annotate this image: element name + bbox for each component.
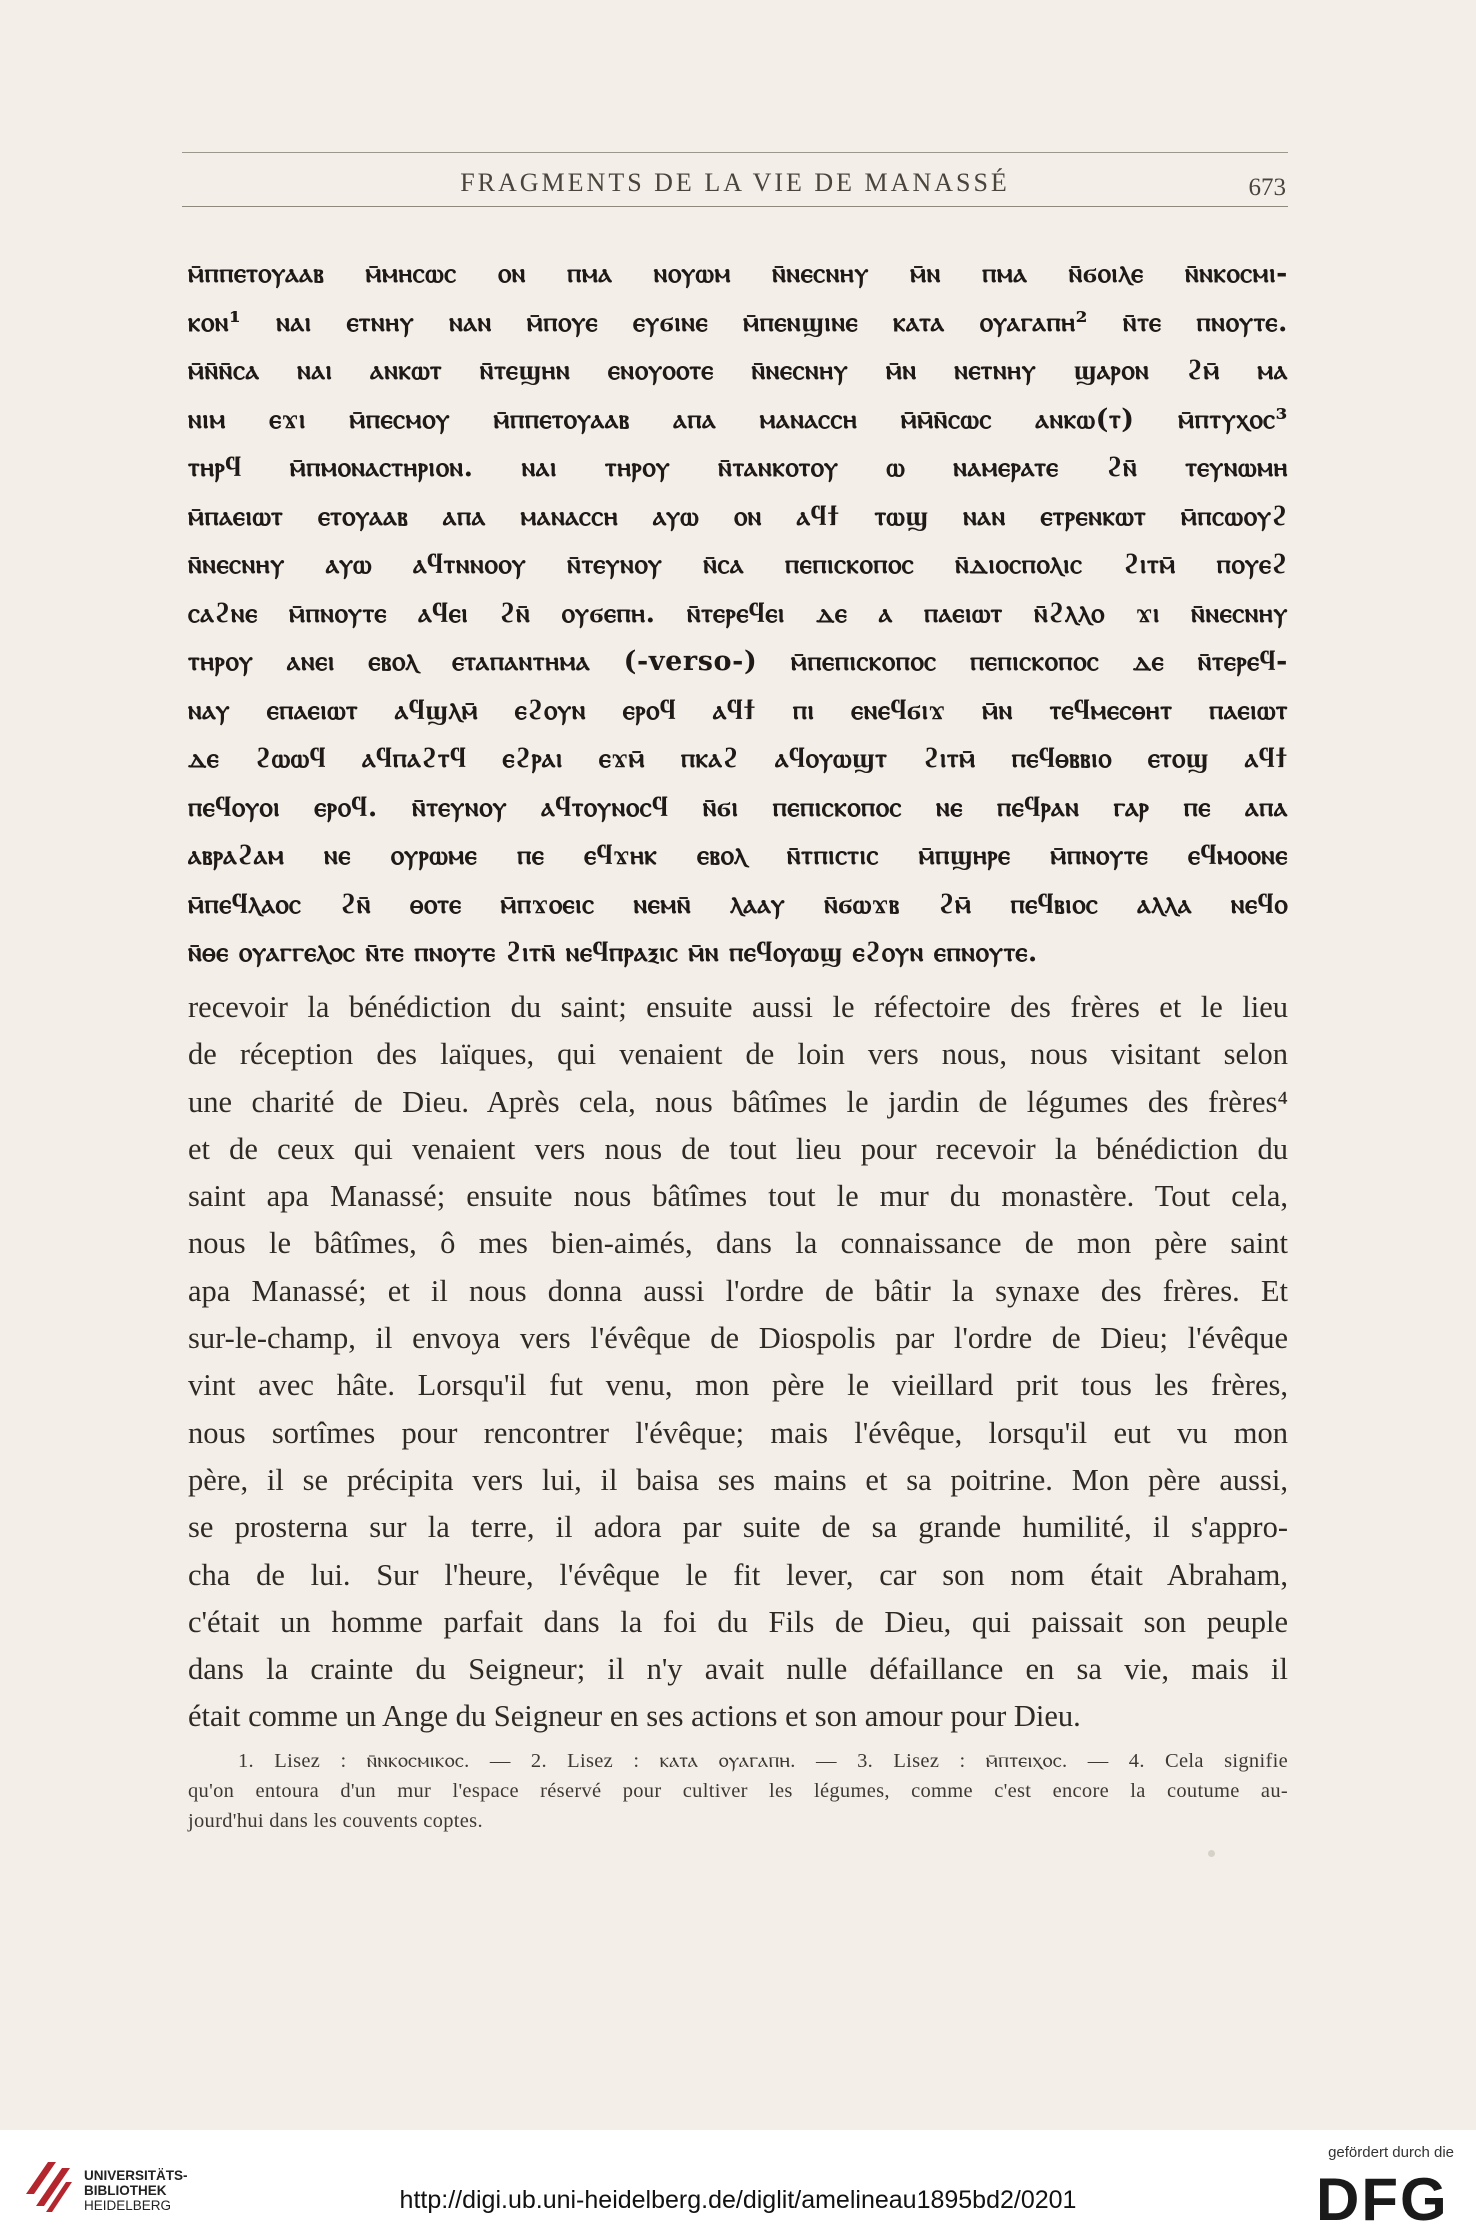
coptic-text-line: ⲕⲟⲛ¹ ⲛⲁⲓ ⲉⲧⲛⲏⲩ ⲛⲁⲛ ⲙ̄ⲡⲟⲩⲉ ⲉⲩϭⲓⲛⲉ ⲙ̄ⲡⲉⲛϣⲓⲛⲉ ⲕⲁⲧⲁ ⲟⲩⲁⲅⲁⲡⲏ² ⲛ̄ⲧⲉ ⲡⲛⲟⲩⲧⲉ. [188,306,1288,338]
footnote-line: qu'on entoura d'un mur l'espace réservé pour cultiver les légumes, comme c'est encore la coutume au- [188,1780,1288,1802]
library-name-line-2: BIBLIOTHEK [84,2183,167,2198]
french-text-line: saint apa Manassé; ensuite nous bâtîmes tout le mur du monastère. Tout cela, [188,1179,1288,1214]
french-text-line: nous le bâtîmes, ô mes bien-aimés, dans la connaissance de mon père saint [188,1226,1288,1261]
coptic-text-line: ⲙ̄ⲡⲁⲉⲓⲱⲧ ⲉⲧⲟⲩⲁⲁⲃ ⲁⲡⲁ ⲙⲁⲛⲁⲥⲥⲏ ⲁⲩⲱ ⲟⲛ ⲁϥϯ ⲧⲱϣ ⲛⲁⲛ ⲉⲧⲣⲉⲛⲕⲱⲧ ⲙ̄ⲡⲥⲱⲟⲩϩ [188,500,1288,532]
coptic-text-line: ⲛ̄ⲛⲉⲥⲛⲏⲩ ⲁⲩⲱ ⲁϥⲧⲛⲛⲟⲟⲩ ⲛ̄ⲧⲉⲩⲛⲟⲩ ⲛ̄ⲥⲁ ⲡⲉⲡⲓⲥⲕⲟⲡⲟⲥ ⲛ̄ⲇⲓⲟⲥⲡⲟⲗⲓⲥ ϩⲓⲧⲙ̄ ⲡⲟⲩⲉϩ [188,549,1288,580]
footnote-line: jourd'hui dans les couvents coptes. [188,1810,483,1832]
footnote-line: 1. Lisez : ⲛ̄ⲛⲕⲟⲥⲙⲓⲕⲟⲥ. — 2. Lisez : ⲕⲁⲧⲁ ⲟⲩⲁⲅⲁⲡⲏ. — 3. Lisez : ⲙ̄ⲡⲧⲉⲓⲭⲟⲥ. — 4. Cela signifie [238,1750,1288,1772]
viewer-footer [0,2130,1476,2237]
library-name-line-1: UNIVERSITÄTS- [84,2168,188,2183]
french-text-line: c'était un homme parfait dans la foi du Fils de Dieu, qui paissait son peuple [188,1604,1288,1639]
top-rule [182,152,1288,153]
footnotes-block [188,1746,1288,1836]
coptic-text-line: ⲛⲓⲙ ⲉϫⲓ ⲙ̄ⲡⲉⲥⲙⲟⲩ ⲙ̄ⲡⲡⲉⲧⲟⲩⲁⲁⲃ ⲁⲡⲁ ⲙⲁⲛⲁⲥⲥⲏ ⲙ̄ⲙ̄ⲛ̄ⲥⲱⲥ ⲁⲛⲕⲱ(ⲧ) ⲙ̄ⲡⲧⲩⲭⲟⲥ³ [188,403,1288,435]
french-text-line: était comme un Ange du Seigneur en ses actions et son amour pour Dieu. [188,1699,1081,1734]
french-text-line: se prosterna sur la terre, il adora par suite de sa grande humilité, il s'appro- [188,1510,1288,1545]
coptic-text-line: ⲁⲃⲣⲁϩⲁⲙ ⲛⲉ ⲟⲩⲣⲱⲙⲉ ⲡⲉ ⲉϥϫⲏⲕ ⲉⲃⲟⲗ ⲛ̄ⲧⲡⲓⲥⲧⲓⲥ ⲙ̄ⲡϣⲏⲣⲉ ⲙ̄ⲡⲛⲟⲩⲧⲉ ⲉϥⲙⲟⲟⲛⲉ [188,840,1288,871]
coptic-text-line: ⲙ̄ⲡⲡⲉⲧⲟⲩⲁⲁⲃ ⲙ̄ⲙⲏⲥⲱⲥ ⲟⲛ ⲡⲙⲁ ⲛⲟⲩⲱⲙ ⲛ̄ⲛⲉⲥⲛⲏⲩ ⲙ̄ⲛ ⲡⲙⲁ ⲛ̄ϭⲟⲓⲗⲉ ⲛ̄ⲛⲕⲟⲥⲙⲓ- [188,258,1288,289]
coptic-text-line: ⲇⲉ ϩⲱⲱϥ ⲁϥⲡⲁϩⲧϥ ⲉϩⲣⲁⲓ ⲉϫⲙ̄ ⲡⲕⲁϩ ⲁϥⲟⲩⲱϣⲧ ϩⲓⲧⲙ̄ ⲡⲉϥⲑⲃⲃⲓⲟ ⲉⲧⲟϣ ⲁϥϯ [188,743,1288,774]
coptic-text-line: ⲛ̄ⲑⲉ ⲟⲩⲁⲅⲅⲉⲗⲟⲥ ⲛ̄ⲧⲉ ⲡⲛⲟⲩⲧⲉ ϩⲓⲧⲛ̄ ⲛⲉϥⲡⲣⲁⲝⲓⲥ ⲙ̄ⲛ ⲡⲉϥⲟⲩⲱϣ ⲉϩⲟⲩⲛ ⲉⲡⲛⲟⲩⲧⲉ. [188,937,1038,968]
header-rule [182,206,1288,207]
french-text-line: apa Manassé; et il nous donna aussi l'ordre de bâtir la synaxe des frères. Et [188,1273,1288,1308]
coptic-text-line: ⲥⲁϩⲛⲉ ⲙ̄ⲡⲛⲟⲩⲧⲉ ⲁϥⲉⲓ ϩⲛ̄ ⲟⲩϭⲉⲡⲏ. ⲛ̄ⲧⲉⲣⲉϥⲉⲓ ⲇⲉ ⲁ ⲡⲁⲉⲓⲱⲧ ⲛ̄ϩⲗⲗⲟ ϫⲓ ⲛ̄ⲛⲉⲥⲛⲏⲩ [188,597,1288,629]
french-text-line: nous sortîmes pour rencontrer l'évêque; mais l'évêque, lorsqu'il eut vu mon [188,1415,1288,1450]
french-text-line: une charité de Dieu. Après cela, nous bâtîmes le jardin de légumes des frères⁴ [188,1084,1288,1119]
permalink-url[interactable]: http://digi.ub.uni-heidelberg.de/diglit/amelineau1895bd2/0201 [399,2186,1077,2214]
french-text-line: vint avec hâte. Lorsqu'il fut venu, mon père le vieillard prit tous les frères, [188,1368,1288,1403]
french-text-line: père, il se précipita vers lui, il baisa ses mains et sa poitrine. Mon père aussi, [188,1462,1288,1497]
coptic-text-line: ⲧⲏⲣϥ ⲙ̄ⲡⲙⲟⲛⲁⲥⲧⲏⲣⲓⲟⲛ. ⲛⲁⲓ ⲧⲏⲣⲟⲩ ⲛ̄ⲧⲁⲛⲕⲟⲧⲟⲩ ⲱ ⲛⲁⲙⲉⲣⲁⲧⲉ ϩⲛ̄ ⲧⲉⲩⲛⲱⲙⲏ [188,452,1288,483]
coptic-text-line: ⲛⲁⲩ ⲉⲡⲁⲉⲓⲱⲧ ⲁϥϣⲗⲙ̄ ⲉϩⲟⲩⲛ ⲉⲣⲟϥ ⲁϥϯ ⲡⲓ ⲉⲛⲉϥϭⲓϫ ⲙ̄ⲛ ⲧⲉϥⲙⲉⲥⲑⲏⲧ ⲡⲁⲉⲓⲱⲧ [188,694,1288,726]
coptic-text-line: ⲡⲉϥⲟⲩⲟⲓ ⲉⲣⲟϥ. ⲛ̄ⲧⲉⲩⲛⲟⲩ ⲁϥⲧⲟⲩⲛⲟⲥϥ ⲛ̄ϭⲓ ⲡⲉⲡⲓⲥⲕⲟⲡⲟⲥ ⲛⲉ ⲡⲉϥⲣⲁⲛ ⲅⲁⲣ ⲡⲉ ⲁⲡⲁ [188,791,1288,823]
coptic-text-block [188,250,1288,978]
french-text-line: cha de lui. Sur l'heure, l'évêque le fit lever, car son nom était Abraham, [188,1557,1288,1592]
french-text-line: recevoir la bénédiction du saint; ensuite aussi le réfectoire des frères et le lieu [188,990,1288,1024]
page-number: 673 [1248,174,1286,201]
french-text-line: et de ceux qui venaient vers nous de tout lieu pour recevoir la bénédiction du [188,1131,1288,1166]
coptic-text-line: ⲙ̄ⲛ̄ⲛ̄ⲥⲁ ⲛⲁⲓ ⲁⲛⲕⲱⲧ ⲛ̄ⲧⲉϣⲏⲛ ⲉⲛⲟⲩⲟⲟⲧⲉ ⲛ̄ⲛⲉⲥⲛⲏⲩ ⲙ̄ⲛ ⲛⲉⲧⲛⲏⲩ ϣⲁⲣⲟⲛ ϩⲙ̄ ⲙⲁ [188,355,1288,386]
library-name-line-3: HEIDELBERG [84,2198,172,2213]
coptic-text-line: ⲧⲏⲣⲟⲩ ⲁⲛⲉⲓ ⲉⲃⲟⲗ ⲉⲧⲁⲡⲁⲛⲧⲏⲙⲁ (-verso-) ⲙ̄ⲡⲉⲡⲓⲥⲕⲟⲡⲟⲥ ⲡⲉⲡⲓⲥⲕⲟⲡⲟⲥ ⲇⲉ ⲛ̄ⲧⲉⲣⲉϥ- [188,646,1288,677]
french-translation-block [188,984,1288,1741]
running-head: FRAGMENTS DE LA VIE DE MANASSÉ [460,168,1010,197]
french-text-line: de réception des laïques, qui venaient de loin vers nous, nous visitant selon [188,1037,1288,1072]
french-text-line: sur-le-champ, il envoya vers l'évêque de Diospolis par l'ordre de Dieu; l'évêque [188,1321,1288,1356]
french-text-line: dans la crainte du Seigneur; il n'y avait nulle défaillance en sa vie, mais il [188,1652,1288,1687]
coptic-text-line: ⲙ̄ⲡⲉϥⲗⲁⲟⲥ ϩⲛ̄ ⲑⲟⲧⲉ ⲙ̄ⲡϫⲟⲉⲓⲥ ⲛⲉⲙⲛ̄ ⲗⲁⲁⲩ ⲛ̄ϭⲱϫⲃ ϩⲙ̄ ⲡⲉϥⲃⲓⲟⲥ ⲁⲗⲗⲁ ⲛⲉϥⲟ [188,888,1288,920]
funded-by-label: gefördert durch die [1328,2144,1454,2161]
dfg-logo-text: DFG [1316,2168,1449,2224]
paper-blemish [1208,1850,1215,1857]
dfg-logo-icon [1314,2168,1454,2224]
